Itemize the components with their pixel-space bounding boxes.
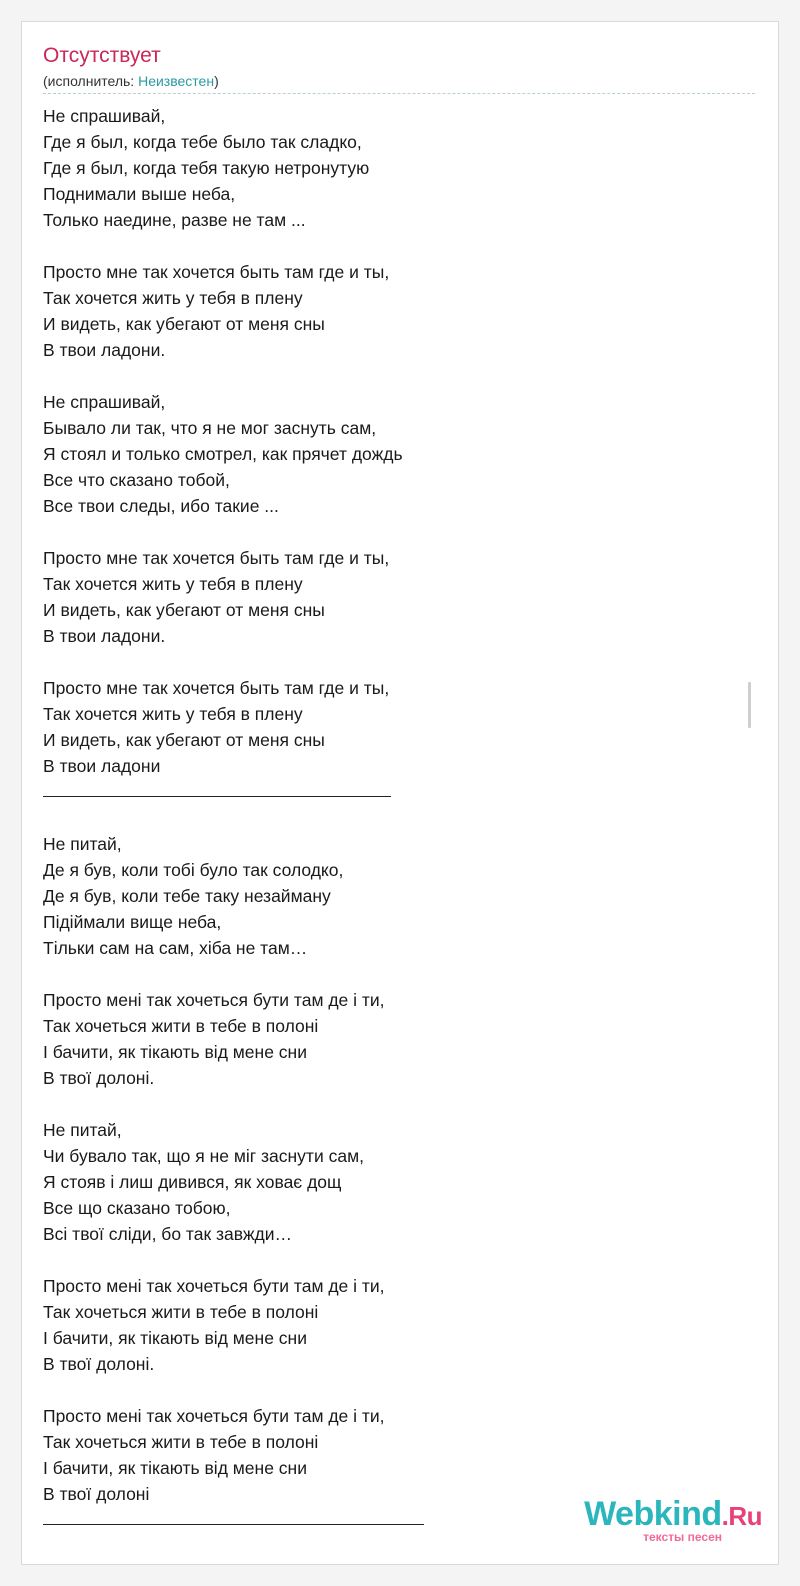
lyric-line: Так хочется жить у тебя в плену — [43, 288, 303, 308]
lyric-line: Не питай, — [43, 1120, 122, 1140]
lyric-line: Где я был, когда тебя такую нетронутую — [43, 158, 370, 178]
song-title: Отсутствует — [43, 44, 161, 67]
stanza-break — [43, 1377, 743, 1403]
lyric-line: Так хочется жить у тебя в плену — [43, 574, 303, 594]
logo-tld: .Ru — [721, 1501, 762, 1531]
artist-link[interactable]: Неизвестен — [138, 73, 215, 89]
lyrics-card — [21, 21, 779, 1565]
lyric-line: Не питай, — [43, 834, 122, 854]
lyric-line: Так хочеться жити в тебе в полоні — [43, 1432, 319, 1452]
webkind-logo[interactable] — [562, 1494, 762, 1550]
lyric-line: В твои ладони. — [43, 340, 166, 360]
lyric-line: Підіймали вище неба, — [43, 912, 222, 932]
stanza-break — [43, 1091, 743, 1117]
lyric-line: В твої долоні — [43, 1484, 150, 1504]
lyric-line: Де я був, коли тобі було так солодко, — [43, 860, 344, 880]
lyric-line: Я стоял и только смотрел, как прячет дождь — [43, 444, 403, 464]
lyric-line: Просто мені так хочеться бути там де і ти, — [43, 1406, 385, 1426]
lyric-line: Не спрашивай, — [43, 106, 166, 126]
lyric-line: В твої долоні. — [43, 1354, 155, 1374]
lyric-line: В твої долоні. — [43, 1068, 155, 1088]
stanza-break — [43, 519, 743, 545]
lyric-line: Просто мне так хочется быть там где и ты, — [43, 678, 390, 698]
scroll-indicator[interactable] — [748, 682, 751, 728]
lyric-line: Все что сказано тобой, — [43, 470, 230, 490]
separator-line — [43, 796, 391, 797]
lyric-line: В твои ладони — [43, 756, 161, 776]
lyric-line: И видеть, как убегают от меня сны — [43, 314, 325, 334]
lyric-line: Поднимали выше неба, — [43, 184, 236, 204]
lyric-line: Все що сказано тобою, — [43, 1198, 231, 1218]
artist-line — [43, 72, 219, 90]
lyric-line: І бачити, як тікають від мене сни — [43, 1458, 307, 1478]
lyric-line: Все твои следы, ибо такие ... — [43, 496, 279, 516]
lyric-line: В твои ладони. — [43, 626, 166, 646]
lyrics-separator — [43, 779, 743, 805]
lyric-line: Просто мені так хочеться бути там де і ти, — [43, 1276, 385, 1296]
lyric-line: Я стояв і лиш дивився, як ховає дощ — [43, 1172, 342, 1192]
artist-suffix: ) — [214, 73, 219, 89]
lyric-line: І бачити, як тікають від мене сни — [43, 1328, 307, 1348]
lyric-line: Где я был, когда тебе было так сладко, — [43, 132, 362, 152]
lyric-line: Просто мне так хочется быть там где и ты, — [43, 262, 390, 282]
lyric-line: Просто мне так хочется быть там где и ты, — [43, 548, 390, 568]
lyrics-text — [43, 103, 743, 1533]
lyric-line: Всі твої сліди, бо так завжди… — [43, 1224, 293, 1244]
lyric-line: Так хочется жить у тебя в плену — [43, 704, 303, 724]
separator-line — [43, 1524, 424, 1525]
lyric-line: Только наедине, разве не там ... — [43, 210, 306, 230]
stanza-break — [43, 233, 743, 259]
stanza-break — [43, 961, 743, 987]
lyric-line: Тільки сам на сам, хіба не там… — [43, 938, 308, 958]
stanza-break — [43, 805, 743, 831]
lyric-line: И видеть, как убегают от меня сны — [43, 730, 325, 750]
stanza-break — [43, 649, 743, 675]
logo-tagline: тексты песен — [643, 1530, 722, 1544]
lyric-line: Де я був, коли тебе таку незайману — [43, 886, 331, 906]
lyric-line: Так хочеться жити в тебе в полоні — [43, 1302, 319, 1322]
lyric-line: Чи бувало так, що я не міг заснути сам, — [43, 1146, 364, 1166]
stanza-break — [43, 1247, 743, 1273]
lyric-line: Просто мені так хочеться бути там де і ти, — [43, 990, 385, 1010]
lyric-line: И видеть, как убегают от меня сны — [43, 600, 325, 620]
lyric-line: Бывало ли так, что я не мог заснуть сам, — [43, 418, 377, 438]
lyric-line: Так хочеться жити в тебе в полоні — [43, 1016, 319, 1036]
header-divider — [43, 93, 755, 94]
lyric-line: І бачити, як тікають від мене сни — [43, 1042, 307, 1062]
logo-brand: Webkind — [584, 1495, 722, 1533]
artist-prefix: (исполнитель: — [43, 73, 139, 89]
stanza-break — [43, 363, 743, 389]
lyric-line: Не спрашивай, — [43, 392, 166, 412]
